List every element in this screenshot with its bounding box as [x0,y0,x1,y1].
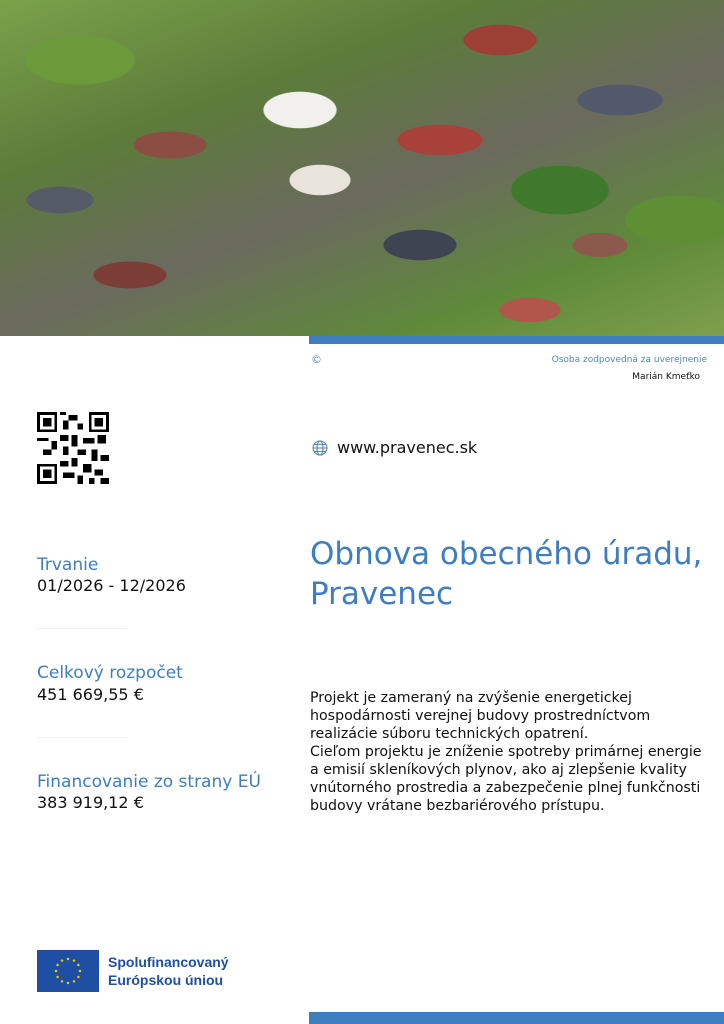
divider [37,737,127,738]
eu-cofunded-logo [37,950,229,992]
duration-value: 01/2026 - 12/2026 [37,576,186,595]
eu-star [61,959,63,961]
eu-star [55,970,57,972]
eu-star [73,980,75,982]
eu-star [79,970,81,972]
eu-funding-value: 383 919,12 € [37,793,144,812]
website-link[interactable] [312,438,477,457]
website-url: www.pravenec.sk [337,438,478,457]
eu-funding-label: Financovanie zo strany EÚ [37,772,261,792]
eu-text-line1: Spolufinancovaný [108,954,229,970]
accent-bar-bottom [309,1012,724,1024]
eu-star [61,980,63,982]
duration-label: Trvanie [37,555,99,575]
village-aerial-photo [0,0,724,336]
qr-code [37,412,109,484]
eu-star [67,958,69,960]
eu-flag-icon [37,950,99,992]
eu-text-line2: Európskou úniou [108,972,224,988]
accent-bar-top [309,336,724,344]
eu-star [77,976,79,978]
total-budget-value: 451 669,55 € [37,685,144,704]
eu-star [67,982,69,984]
project-description: Projekt je zameraný na zvýšenie energetickej hospodárnosti verejnej budovy prostredníctvom realizácie súboru technických opatrení. Cieľom projektu je zníženie spotreby primárnej energie a emisií skleníkových plynov, ako aj zlepšenie kvality vnútorného prostredia a zabezpečenie plnej funkčnosti budovy vrátane bezbariérového prístupu. [310,690,702,814]
eu-star [77,964,79,966]
responsible-person-name: Marián Kmeťko [632,372,700,382]
responsible-person-label: Osoba zodpovedná za uverejnenie [551,355,707,365]
eu-star [56,976,58,978]
project-title: Obnova obecného úradu, Pravenec [310,536,703,612]
eu-star [56,964,58,966]
globe-icon [312,440,328,456]
divider [37,628,127,629]
eu-star [73,959,75,961]
total-budget-label: Celkový rozpočet [37,663,183,683]
copyright-mark: © [311,353,322,366]
